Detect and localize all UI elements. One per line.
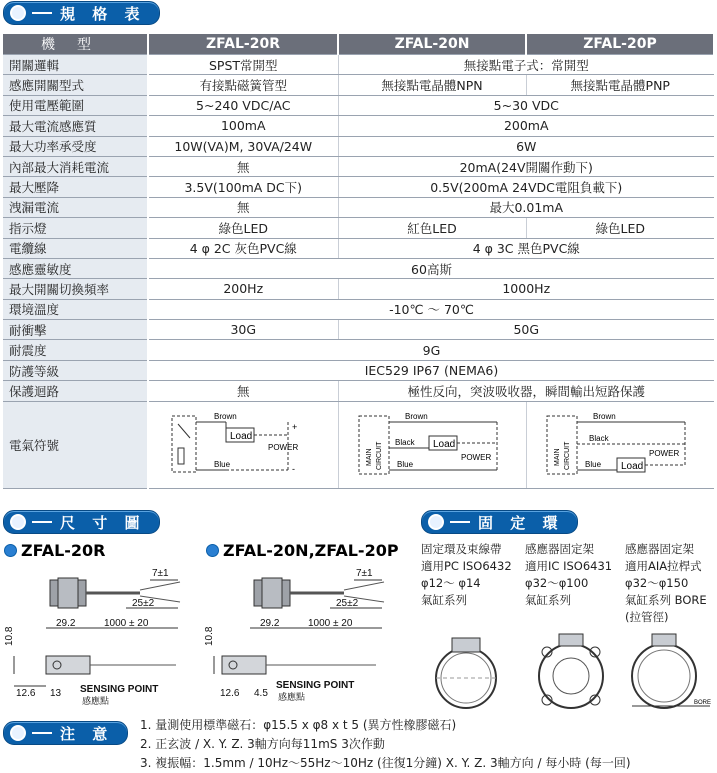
- spec-header-row: [3, 34, 714, 55]
- svg-text:7±1: 7±1: [356, 568, 373, 579]
- cell-np: 50G: [338, 320, 714, 340]
- cell-p: 綠色LED: [526, 218, 714, 238]
- table-row: [3, 218, 714, 238]
- svg-text:10.8: 10.8: [204, 626, 215, 646]
- svg-text:25±2: 25±2: [336, 598, 359, 609]
- svg-text:+: +: [292, 422, 298, 433]
- table-row: [3, 95, 714, 115]
- mount-text: 氣缸系列: [525, 593, 571, 607]
- row-label: 最大壓降: [3, 177, 148, 197]
- cell-r: 10W(VA)M, 30VA/24W: [148, 136, 338, 156]
- mount-col-3: [625, 541, 707, 626]
- spec-section-header: [3, 2, 160, 24]
- cell-r: 有接點磁簧管型: [148, 75, 338, 95]
- svg-text:Brown: Brown: [593, 412, 616, 422]
- svg-text:29.2: 29.2: [56, 618, 76, 629]
- dims-section-title: 尺 寸 圖: [60, 513, 146, 532]
- svg-text:感應點: 感應點: [82, 696, 110, 706]
- cell-np: 極性反向，突波吸收器，瞬間輸出短路保護: [338, 381, 714, 401]
- cell-r: 4 φ 2C 灰色PVC線: [148, 238, 338, 258]
- svg-text:Black: Black: [589, 434, 609, 444]
- notes-section-title: 注 意: [60, 724, 114, 743]
- mount-text: 氣缸系列: [421, 593, 467, 607]
- svg-text:POWER: POWER: [268, 443, 299, 453]
- svg-text:Blue: Blue: [397, 460, 414, 470]
- svg-text:13: 13: [50, 688, 62, 699]
- row-label: 環境溫度: [3, 299, 148, 319]
- cell-np: 20mA(24V開關作動下): [338, 156, 714, 176]
- table-row: [3, 116, 714, 136]
- svg-text:Load: Load: [433, 439, 456, 451]
- svg-text:29.2: 29.2: [260, 618, 280, 629]
- svg-text:10.8: 10.8: [4, 626, 15, 646]
- cell-all: IEC529 IP67 (NEMA6): [148, 360, 714, 380]
- mount-col-1: [421, 541, 512, 609]
- cell-r: 無: [148, 197, 338, 217]
- mount-drawing-3: [624, 628, 714, 714]
- bullet-icon: [428, 514, 444, 530]
- svg-text:25±2: 25±2: [132, 598, 155, 609]
- cell-np: 1000Hz: [338, 279, 714, 299]
- row-label: 指示燈: [3, 218, 148, 238]
- mount-text: φ32～φ100: [525, 576, 589, 590]
- mount-text: 適用IC ISO6431: [525, 559, 613, 573]
- notes-list: [140, 716, 631, 773]
- table-row: [3, 156, 714, 176]
- bullet-icon: [206, 544, 219, 557]
- svg-text:BORE: BORE: [694, 700, 712, 706]
- svg-text:1000 ± 20: 1000 ± 20: [104, 618, 149, 629]
- table-row: [3, 197, 714, 217]
- table-row: [3, 340, 714, 360]
- cell-np: 5~30 VDC: [338, 95, 714, 115]
- cell-np: 4 φ 3C 黑色PVC線: [338, 238, 714, 258]
- cell-np: 200mA: [338, 116, 714, 136]
- dims-section-header: [3, 511, 160, 533]
- mount-section-title: 固 定 環: [478, 513, 564, 532]
- dims-r-title: ZFAL-20R: [4, 541, 106, 560]
- cell-r: 200Hz: [148, 279, 338, 299]
- svg-text:4.5: 4.5: [254, 688, 268, 699]
- cell-all: 9G: [148, 340, 714, 360]
- cell-r: 3.5V(100mA DC下): [148, 177, 338, 197]
- cell-np: 最大0.01mA: [338, 197, 714, 217]
- table-row: [3, 279, 714, 299]
- svg-text:Brown: Brown: [214, 412, 237, 422]
- spec-section-title: 規 格 表: [60, 4, 146, 23]
- table-row: [3, 136, 714, 156]
- svg-text:Blue: Blue: [214, 460, 231, 470]
- bullet-icon: [10, 5, 26, 21]
- table-row: [3, 238, 714, 258]
- table-row: [3, 55, 714, 75]
- note-item: 2. 正玄波 / X. Y. Z. 3軸方向每11mS 3次作動: [140, 737, 385, 751]
- header-label: 機型: [3, 34, 148, 55]
- mount-text: (拉管徑): [625, 610, 669, 624]
- svg-text:12.6: 12.6: [220, 688, 240, 699]
- mount-text: 氣缸系列 BORE: [625, 593, 707, 607]
- table-row: [3, 75, 714, 95]
- bullet-icon: [10, 514, 26, 530]
- circuit-n-diagram: [357, 408, 507, 478]
- row-label: 最大功率承受度: [3, 136, 148, 156]
- mount-text: φ12～ φ14: [421, 576, 481, 590]
- row-label: 最大電流感應質: [3, 116, 148, 136]
- cell-r: SPST常開型: [148, 55, 338, 75]
- cell-n: 無接點電晶體NPN: [338, 75, 526, 95]
- row-label: 內部最大消耗電流: [3, 156, 148, 176]
- mount-text: 固定環及束線帶: [421, 542, 502, 556]
- table-row: [3, 299, 714, 319]
- mount-col-2: [525, 541, 612, 609]
- cell-p: 無接點電晶體PNP: [526, 75, 714, 95]
- bullet-icon: [10, 725, 26, 741]
- note-item: 3. 複振幅：1.5mm / 10Hz～55Hz～10Hz (往復1分鐘) X. Y. Z. 3軸方向 / 每小時 (每一回): [140, 756, 631, 770]
- svg-text:7±1: 7±1: [152, 568, 169, 579]
- table-row: [3, 258, 714, 278]
- header-model-n: ZFAL-20N: [338, 34, 526, 55]
- row-label: 防護等級: [3, 360, 148, 380]
- dim-drawing-r: [0, 562, 200, 710]
- svg-text:-: -: [292, 464, 296, 475]
- header-model-p: ZFAL-20P: [526, 34, 714, 55]
- bullet-icon: [4, 544, 17, 557]
- cell-n: 紅色LED: [338, 218, 526, 238]
- row-label: 電纜線: [3, 238, 148, 258]
- svg-text:12.6: 12.6: [16, 688, 36, 699]
- mount-drawing-2: [533, 628, 611, 714]
- note-item: 1. 量測使用標準磁石：φ15.5 x φ8 x t 5 (異方性橡膠磁石): [140, 718, 457, 732]
- svg-text:POWER: POWER: [649, 449, 680, 459]
- row-label: 感應靈敏度: [3, 258, 148, 278]
- cell-r: 100mA: [148, 116, 338, 136]
- mount-section-header: [421, 511, 578, 533]
- table-row: [3, 177, 714, 197]
- mount-text: 適用AIA拉桿式: [625, 559, 702, 573]
- row-label: 感應開關型式: [3, 75, 148, 95]
- row-label: 電氣符號: [3, 401, 148, 488]
- svg-text:MAIN: MAIN: [554, 448, 562, 467]
- mount-drawing-1: [432, 632, 502, 714]
- table-row: [3, 320, 714, 340]
- svg-text:MAIN: MAIN: [366, 448, 373, 467]
- dims-np-title: ZFAL-20N,ZFAL-20P: [206, 541, 399, 560]
- cell-r: 無: [148, 156, 338, 176]
- mount-text: 感應器固定架: [525, 542, 594, 556]
- spec-table: [3, 34, 715, 489]
- cell-np: 6W: [338, 136, 714, 156]
- mount-text: 適用PC ISO6432: [421, 559, 512, 573]
- dim-drawing-np: [200, 562, 410, 710]
- svg-text:Load: Load: [621, 461, 644, 473]
- cell-all: -10℃ ～ 70℃: [148, 299, 714, 319]
- cell-r: 無: [148, 381, 338, 401]
- svg-text:SENSING POINT: SENSING POINT: [80, 684, 159, 695]
- circuit-r-diagram: [168, 408, 318, 478]
- row-label: 開關邏輯: [3, 55, 148, 75]
- svg-text:Blue: Blue: [585, 460, 602, 470]
- row-label: 耐衝擊: [3, 320, 148, 340]
- svg-text:1000 ± 20: 1000 ± 20: [308, 618, 353, 629]
- mount-text: φ32～φ150: [625, 576, 689, 590]
- cell-r: 綠色LED: [148, 218, 338, 238]
- cell-all: 60高斯: [148, 258, 714, 278]
- svg-text:CIRCUIT: CIRCUIT: [376, 441, 383, 471]
- symbol-p: [526, 401, 714, 488]
- notes-section-header: [3, 722, 128, 744]
- row-label: 最大開關切換頻率: [3, 279, 148, 299]
- row-label: 保護迴路: [3, 381, 148, 401]
- mount-text: 感應器固定架: [625, 542, 694, 556]
- header-model-r: ZFAL-20R: [148, 34, 338, 55]
- svg-text:Load: Load: [230, 431, 253, 443]
- row-label: 耐震度: [3, 340, 148, 360]
- svg-text:CIRCUIT: CIRCUIT: [564, 441, 572, 471]
- svg-text:SENSING POINT: SENSING POINT: [276, 680, 355, 691]
- circuit-p-diagram: [545, 408, 695, 478]
- cell-r: 5~240 VDC/AC: [148, 95, 338, 115]
- table-row: [3, 381, 714, 401]
- table-row: [3, 360, 714, 380]
- svg-text:感應點: 感應點: [278, 692, 306, 702]
- symbol-row: [3, 401, 714, 488]
- symbol-n: [338, 401, 526, 488]
- cell-r: 30G: [148, 320, 338, 340]
- cell-np: 0.5V(200mA 24VDC電阻負載下): [338, 177, 714, 197]
- symbol-r: [148, 401, 338, 488]
- svg-text:POWER: POWER: [461, 453, 492, 463]
- svg-text:Brown: Brown: [405, 412, 428, 422]
- svg-text:Black: Black: [395, 438, 415, 448]
- cell-np: 無接點電子式：常開型: [338, 55, 714, 75]
- row-label: 使用電壓範圍: [3, 95, 148, 115]
- row-label: 洩漏電流: [3, 197, 148, 217]
